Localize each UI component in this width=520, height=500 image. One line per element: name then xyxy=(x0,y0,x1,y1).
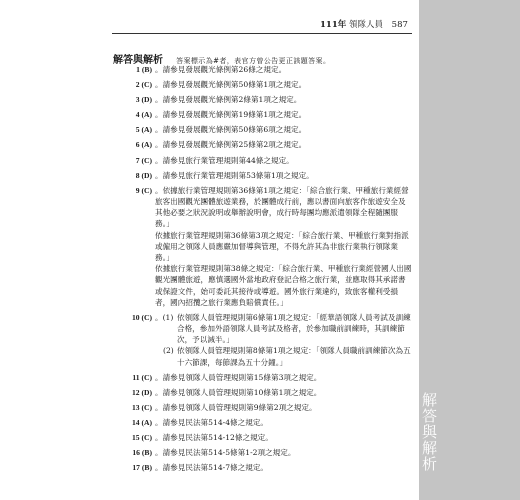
answer-text: 。請參見領隊人員管理規則第9條第2項之規定。 xyxy=(155,402,317,412)
subitem-text: 依領隊人員管理規則第8條第1項之規定：「領隊人員職前訓練節次為五十六節課，每節課為五十分鐘。」 xyxy=(177,346,411,367)
answer-item xyxy=(112,139,412,150)
answer-text: 。請參見旅行業管理規則第53條第1項之規定。 xyxy=(155,170,314,180)
answer-number: 11 (C) xyxy=(132,372,152,382)
answer-text: 。請參見發展觀光條例第25條第2項之規定。 xyxy=(155,140,307,150)
answer-text: 。請參見發展觀光條例第2條第1項之規定。 xyxy=(155,95,302,105)
answer-item xyxy=(112,79,412,90)
explanation-paragraph: 依據旅行業管理規則第36條第3項之規定：「綜合旅行業、甲種旅行業對指派或僱用之領隊人員應嚴加督導與管理，不得允許其為非旅行業執行領隊業務。」 xyxy=(155,230,409,262)
explanation-subitem xyxy=(155,312,412,346)
answer-number: 7 (C) xyxy=(135,155,152,165)
answer-number: 10 (C) xyxy=(131,312,152,322)
answer-text: 。請參見領隊人員管理規則第15條第3項之規定。 xyxy=(155,372,322,382)
answer-explanation xyxy=(152,185,412,308)
answer-text: 。請參見民法第514-12條之規定。 xyxy=(155,433,273,443)
answer-text: 。請參見發展觀光條例第19條第1項之規定。 xyxy=(155,110,307,120)
answer-number: 12 (D) xyxy=(131,387,152,397)
header-rule xyxy=(112,33,412,34)
answer-item xyxy=(112,170,412,181)
answer-number: 2 (C) xyxy=(135,80,152,90)
answer-number: 14 (A) xyxy=(131,418,152,428)
explanation-subitem xyxy=(155,345,412,367)
answer-item xyxy=(112,447,412,458)
side-tab-label: 解答與解析 xyxy=(420,392,438,472)
answer-item xyxy=(112,109,412,120)
answer-text: 。請參見發展觀光條例第26條之規定。 xyxy=(155,65,287,74)
answer-number: 3 (D) xyxy=(135,95,152,105)
answer-item xyxy=(112,387,412,398)
answer-item xyxy=(112,155,412,166)
answer-item xyxy=(112,124,412,135)
answer-text: 。請參見民法第514-4條之規定。 xyxy=(155,418,269,428)
answer-text: 。請參見民法第514-7條之規定。 xyxy=(155,463,269,473)
answer-number: 16 (B) xyxy=(132,448,152,458)
answer-item xyxy=(112,402,412,413)
explanation-paragraph: 。依據旅行業管理規則第36條第1項之規定：「綜合旅行業、甲種旅行業經營旅客出國觀光團體旅遊業務，於團體成行前，應以書面向旅客作旅遊安全及其他必要之狀況說明或舉辦說明會，成行時每團均應派遣領隊全程隨團服務。」 xyxy=(155,185,409,229)
answer-item xyxy=(112,462,412,473)
subitem-text: 依領隊人員管理規則第6條第1項之規定：「經華語領隊人員考試及訓練合格，參加外語領隊人員考試及格者，於參加職前訓練時，其訓練節次，予以減半。」 xyxy=(177,312,411,345)
answer-number: 15 (C) xyxy=(131,433,152,443)
answer-number: 4 (A) xyxy=(135,110,152,120)
answer-number: 1 (B) xyxy=(136,65,152,74)
answer-item xyxy=(112,64,412,75)
answer-text: 。請參見發展觀光條例第50條第6項之規定。 xyxy=(155,125,307,135)
answer-text: 。請參見民法第514-5條第1-2項之規定。 xyxy=(155,448,296,458)
answer-list xyxy=(112,64,412,477)
answer-text: 。請參見領隊人員管理規則第10條第1項之規定。 xyxy=(155,387,322,397)
answer-number: 6 (A) xyxy=(135,140,152,150)
answer-number: 9 (C) xyxy=(135,185,152,195)
answer-item xyxy=(112,417,412,428)
section-title: 解答與解析 xyxy=(113,55,163,66)
answer-number: 13 (C) xyxy=(131,402,152,412)
subitem-marker: 。(1) xyxy=(155,312,174,322)
answer-item xyxy=(112,432,412,443)
answer-item xyxy=(112,372,412,383)
explanation-paragraph: 依據旅行業管理規則第38條之規定：「綜合旅行業、甲種旅行業經營國人出國觀光團體旅遊，應慎選國外當地政府登記合格之旅行業，並應取得其承諾書或保證文件，始可委託其接待或導遊。國外旅行業違約，致旅客權利受損者，國內招攬之旅行業應負賠償責任。」 xyxy=(155,264,412,307)
answer-item xyxy=(112,185,412,308)
answer-explanation xyxy=(152,312,412,368)
answer-text: 。請參見發展觀光條例第50條第1項之規定。 xyxy=(155,80,307,90)
answer-number: 8 (D) xyxy=(135,170,152,180)
answer-item xyxy=(112,312,412,368)
section-note: 答案標示為#者，表官方曾公告更正該題答案。 xyxy=(176,57,331,65)
answer-text: 。請參見旅行業管理規則第44條之規定。 xyxy=(155,155,294,165)
answer-number: 5 (A) xyxy=(135,125,152,135)
running-head-title: 領隊人員 xyxy=(348,20,383,30)
answer-item xyxy=(112,94,412,105)
answer-number: 17 (B) xyxy=(132,463,152,473)
running-head-year: 111年 xyxy=(320,20,347,30)
running-head xyxy=(320,18,410,30)
page-number: 587 xyxy=(391,20,408,30)
subitem-marker: (2) xyxy=(163,346,174,356)
